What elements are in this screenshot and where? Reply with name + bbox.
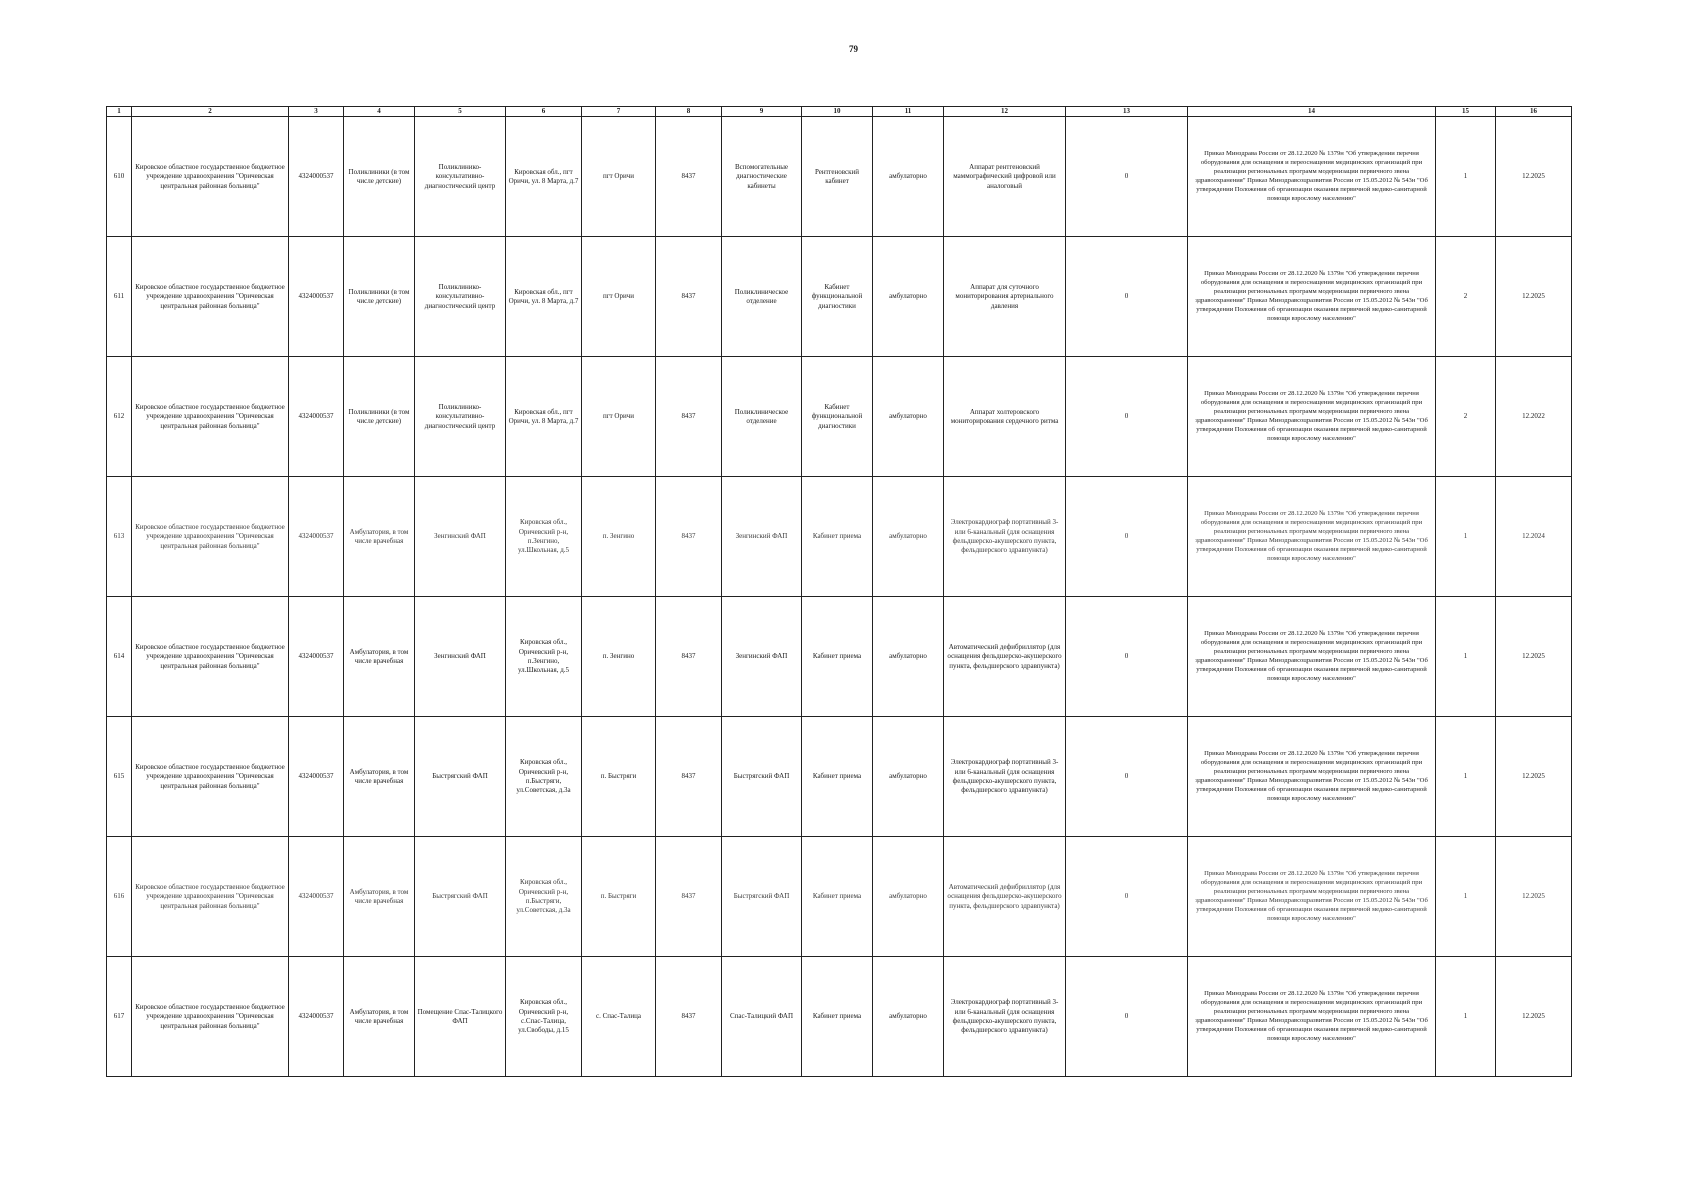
address: Кировская обл., Оричевский р-н, п.Зенгино, ул.Школьная, д.5 <box>506 597 582 717</box>
regulatory-basis: Приказ Минздрава России от 28.12.2020 № 1379н "Об утверждении перечня оборудования для оснащения и переоснащения медицинских организаций при реализации региональных программ модернизации первичного звена здравоохранения" Приказ Минздравсоцразвития России от 15.05.2012 № 543н "Об утверждении Положения об организации оказания первичной медико-санитарной помощи взрослому населению" <box>1188 717 1436 837</box>
care-condition: амбулаторно <box>873 357 944 477</box>
facility-name: Поликлинико-консультативно-диагностический центр <box>415 237 506 357</box>
required-count: 1 <box>1436 477 1496 597</box>
care-condition: амбулаторно <box>873 837 944 957</box>
department: Зенгинский ФАП <box>722 597 802 717</box>
facility-type: Поликлиники (в том числе детские) <box>344 237 415 357</box>
required-count: 1 <box>1436 957 1496 1077</box>
equipment-name: Автоматический дефибриллятор (для оснащения фельдшерско-акушерского пункта, фельдшерского здравпункта) <box>944 837 1066 957</box>
table-row <box>107 117 1572 237</box>
table-body <box>107 117 1572 1077</box>
available-count: 0 <box>1066 477 1188 597</box>
column-header: 12 <box>944 107 1066 117</box>
equipment-name: Автоматический дефибриллятор (для оснащения фельдшерско-акушерского пункта, фельдшерского здравпункта) <box>944 597 1066 717</box>
cabinet: Кабинет приема <box>802 837 873 957</box>
due-date: 12.2025 <box>1496 837 1572 957</box>
column-header: 3 <box>289 107 344 117</box>
inn: 4324000537 <box>289 717 344 837</box>
facility-name: Зенгинский ФАП <box>415 597 506 717</box>
cabinet: Рентгеновский кабинет <box>802 117 873 237</box>
code: 8437 <box>656 597 722 717</box>
inn: 4324000537 <box>289 477 344 597</box>
organization-name: Кировское областное государственное бюджетное учреждение здравоохранения "Оричевская центральная районная больница" <box>132 357 289 477</box>
regulatory-basis: Приказ Минздрава России от 28.12.2020 № 1379н "Об утверждении перечня оборудования для оснащения и переоснащения медицинских организаций при реализации региональных программ модернизации первичного звена здравоохранения" Приказ Минздравсоцразвития России от 15.05.2012 № 543н "Об утверждении Положения об организации оказания первичной медико-санитарной помощи взрослому населению" <box>1188 237 1436 357</box>
row-number: 616 <box>107 837 132 957</box>
code: 8437 <box>656 117 722 237</box>
required-count: 1 <box>1436 837 1496 957</box>
facility-type: Амбулатория, в том числе врачебная <box>344 597 415 717</box>
row-number: 613 <box>107 477 132 597</box>
inn: 4324000537 <box>289 957 344 1077</box>
settlement: пгт Оричи <box>582 117 656 237</box>
column-header: 7 <box>582 107 656 117</box>
facility-name: Зенгинский ФАП <box>415 477 506 597</box>
care-condition: амбулаторно <box>873 597 944 717</box>
facility-name: Поликлинико-консультативно-диагностический центр <box>415 117 506 237</box>
equipment-name: Электрокардиограф портативный 3- или 6-канальный (для оснащения фельдшерско-акушерского пункта, фельдшерского здравпункта) <box>944 957 1066 1077</box>
department: Зенгинский ФАП <box>722 477 802 597</box>
facility-name: Поликлинико-консультативно-диагностический центр <box>415 357 506 477</box>
department: Поликлиническое отделение <box>722 357 802 477</box>
equipment-name: Аппарат для суточного мониторирования артериального давления <box>944 237 1066 357</box>
required-count: 1 <box>1436 717 1496 837</box>
column-header: 8 <box>656 107 722 117</box>
equipment-name: Аппарат рентгеновский маммографический цифровой или аналоговый <box>944 117 1066 237</box>
table-row <box>107 717 1572 837</box>
header-row <box>107 107 1572 117</box>
inn: 4324000537 <box>289 597 344 717</box>
column-header: 6 <box>506 107 582 117</box>
table-row <box>107 957 1572 1077</box>
settlement: пгт Оричи <box>582 357 656 477</box>
column-header: 15 <box>1436 107 1496 117</box>
required-count: 1 <box>1436 117 1496 237</box>
settlement: п. Зенгино <box>582 597 656 717</box>
row-number: 610 <box>107 117 132 237</box>
inn: 4324000537 <box>289 117 344 237</box>
table-row <box>107 357 1572 477</box>
care-condition: амбулаторно <box>873 117 944 237</box>
code: 8437 <box>656 957 722 1077</box>
facility-name: Помещение Спас-Талицкого ФАП <box>415 957 506 1077</box>
row-number: 611 <box>107 237 132 357</box>
department: Быстрягский ФАП <box>722 837 802 957</box>
department: Вспомогательные диагностические кабинеты <box>722 117 802 237</box>
equipment-name: Электрокардиограф портативный 3- или 6-канальный (для оснащения фельдшерско-акушерского пункта, фельдшерского здравпункта) <box>944 717 1066 837</box>
due-date: 12.2025 <box>1496 717 1572 837</box>
facility-name: Быстрягский ФАП <box>415 717 506 837</box>
due-date: 12.2022 <box>1496 357 1572 477</box>
address: Кировская обл., пгт Оричи, ул. 8 Марта, д.7 <box>506 357 582 477</box>
cabinet: Кабинет функциональной диагностики <box>802 237 873 357</box>
row-number: 617 <box>107 957 132 1077</box>
department: Поликлиническое отделение <box>722 237 802 357</box>
table-row <box>107 237 1572 357</box>
code: 8437 <box>656 237 722 357</box>
organization-name: Кировское областное государственное бюджетное учреждение здравоохранения "Оричевская центральная районная больница" <box>132 237 289 357</box>
available-count: 0 <box>1066 717 1188 837</box>
settlement: пгт Оричи <box>582 237 656 357</box>
facility-type: Поликлиники (в том числе детские) <box>344 357 415 477</box>
organization-name: Кировское областное государственное бюджетное учреждение здравоохранения "Оричевская центральная районная больница" <box>132 717 289 837</box>
facility-type: Амбулатория, в том числе врачебная <box>344 957 415 1077</box>
facility-name: Быстрягский ФАП <box>415 837 506 957</box>
care-condition: амбулаторно <box>873 957 944 1077</box>
department: Спас-Талицкий ФАП <box>722 957 802 1077</box>
cabinet: Кабинет приема <box>802 717 873 837</box>
cabinet: Кабинет приема <box>802 597 873 717</box>
required-count: 2 <box>1436 237 1496 357</box>
facility-type: Амбулатория, в том числе врачебная <box>344 477 415 597</box>
due-date: 12.2025 <box>1496 117 1572 237</box>
organization-name: Кировское областное государственное бюджетное учреждение здравоохранения "Оричевская центральная районная больница" <box>132 477 289 597</box>
column-header: 1 <box>107 107 132 117</box>
organization-name: Кировское областное государственное бюджетное учреждение здравоохранения "Оричевская центральная районная больница" <box>132 957 289 1077</box>
department: Быстрягский ФАП <box>722 717 802 837</box>
settlement: с. Спас-Талица <box>582 957 656 1077</box>
address: Кировская обл., Оричевский р-н, п.Быстряги, ул.Советская, д.3а <box>506 837 582 957</box>
due-date: 12.2024 <box>1496 477 1572 597</box>
cabinet: Кабинет функциональной диагностики <box>802 357 873 477</box>
due-date: 12.2025 <box>1496 957 1572 1077</box>
due-date: 12.2025 <box>1496 597 1572 717</box>
cabinet: Кабинет приема <box>802 477 873 597</box>
organization-name: Кировское областное государственное бюджетное учреждение здравоохранения "Оричевская центральная районная больница" <box>132 117 289 237</box>
column-header: 4 <box>344 107 415 117</box>
available-count: 0 <box>1066 117 1188 237</box>
facility-type: Амбулатория, в том числе врачебная <box>344 837 415 957</box>
code: 8437 <box>656 717 722 837</box>
regulatory-basis: Приказ Минздрава России от 28.12.2020 № 1379н "Об утверждении перечня оборудования для оснащения и переоснащения медицинских организаций при реализации региональных программ модернизации первичного звена здравоохранения" Приказ Минздравсоцразвития России от 15.05.2012 № 543н "Об утверждении Положения об организации оказания первичной медико-санитарной помощи взрослому населению" <box>1188 117 1436 237</box>
code: 8437 <box>656 477 722 597</box>
facility-type: Поликлиники (в том числе детские) <box>344 117 415 237</box>
organization-name: Кировское областное государственное бюджетное учреждение здравоохранения "Оричевская центральная районная больница" <box>132 597 289 717</box>
care-condition: амбулаторно <box>873 477 944 597</box>
inn: 4324000537 <box>289 357 344 477</box>
settlement: п. Быстряги <box>582 837 656 957</box>
available-count: 0 <box>1066 357 1188 477</box>
address: Кировская обл., Оричевский р-н, с.Спас-Талица, ул.Свободы, д.15 <box>506 957 582 1077</box>
available-count: 0 <box>1066 957 1188 1077</box>
inn: 4324000537 <box>289 837 344 957</box>
code: 8437 <box>656 357 722 477</box>
column-header: 14 <box>1188 107 1436 117</box>
column-header: 16 <box>1496 107 1572 117</box>
available-count: 0 <box>1066 837 1188 957</box>
table-row <box>107 837 1572 957</box>
settlement: п. Зенгино <box>582 477 656 597</box>
cabinet: Кабинет приема <box>802 957 873 1077</box>
column-header: 5 <box>415 107 506 117</box>
row-number: 615 <box>107 717 132 837</box>
column-header: 13 <box>1066 107 1188 117</box>
organization-name: Кировское областное государственное бюджетное учреждение здравоохранения "Оричевская центральная районная больница" <box>132 837 289 957</box>
care-condition: амбулаторно <box>873 717 944 837</box>
column-header: 9 <box>722 107 802 117</box>
settlement: п. Быстряги <box>582 717 656 837</box>
code: 8437 <box>656 837 722 957</box>
page-number: 79 <box>849 44 858 54</box>
facility-type: Амбулатория, в том числе врачебная <box>344 717 415 837</box>
required-count: 2 <box>1436 357 1496 477</box>
due-date: 12.2025 <box>1496 237 1572 357</box>
row-number: 614 <box>107 597 132 717</box>
address: Кировская обл., пгт Оричи, ул. 8 Марта, д.7 <box>506 117 582 237</box>
address: Кировская обл., пгт Оричи, ул. 8 Марта, д.7 <box>506 237 582 357</box>
column-header: 11 <box>873 107 944 117</box>
inn: 4324000537 <box>289 237 344 357</box>
regulatory-basis: Приказ Минздрава России от 28.12.2020 № 1379н "Об утверждении перечня оборудования для оснащения и переоснащения медицинских организаций при реализации региональных программ модернизации первичного звена здравоохранения" Приказ Минздравсоцразвития России от 15.05.2012 № 543н "Об утверждении Положения об организации оказания первичной медико-санитарной помощи взрослому населению" <box>1188 357 1436 477</box>
table-row <box>107 477 1572 597</box>
address: Кировская обл., Оричевский р-н, п.Быстряги, ул.Советская, д.3а <box>506 717 582 837</box>
regulatory-basis: Приказ Минздрава России от 28.12.2020 № 1379н "Об утверждении перечня оборудования для оснащения и переоснащения медицинских организаций при реализации региональных программ модернизации первичного звена здравоохранения" Приказ Минздравсоцразвития России от 15.05.2012 № 543н "Об утверждении Положения об организации оказания первичной медико-санитарной помощи взрослому населению" <box>1188 957 1436 1077</box>
column-header: 10 <box>802 107 873 117</box>
address: Кировская обл., Оричевский р-н, п.Зенгино, ул.Школьная, д.5 <box>506 477 582 597</box>
equipment-table <box>106 106 1572 1077</box>
equipment-name: Аппарат холтеровского мониторирования сердечного ритма <box>944 357 1066 477</box>
column-header: 2 <box>132 107 289 117</box>
regulatory-basis: Приказ Минздрава России от 28.12.2020 № 1379н "Об утверждении перечня оборудования для оснащения и переоснащения медицинских организаций при реализации региональных программ модернизации первичного звена здравоохранения" Приказ Минздравсоцразвития России от 15.05.2012 № 543н "Об утверждении Положения об организации оказания первичной медико-санитарной помощи взрослому населению" <box>1188 597 1436 717</box>
table-row <box>107 597 1572 717</box>
care-condition: амбулаторно <box>873 237 944 357</box>
available-count: 0 <box>1066 237 1188 357</box>
required-count: 1 <box>1436 597 1496 717</box>
equipment-name: Электрокардиограф портативный 3- или 6-канальный (для оснащения фельдшерско-акушерского пункта, фельдшерского здравпункта) <box>944 477 1066 597</box>
regulatory-basis: Приказ Минздрава России от 28.12.2020 № 1379н "Об утверждении перечня оборудования для оснащения и переоснащения медицинских организаций при реализации региональных программ модернизации первичного звена здравоохранения" Приказ Минздравсоцразвития России от 15.05.2012 № 543н "Об утверждении Положения об организации оказания первичной медико-санитарной помощи взрослому населению" <box>1188 477 1436 597</box>
available-count: 0 <box>1066 597 1188 717</box>
row-number: 612 <box>107 357 132 477</box>
regulatory-basis: Приказ Минздрава России от 28.12.2020 № 1379н "Об утверждении перечня оборудования для оснащения и переоснащения медицинских организаций при реализации региональных программ модернизации первичного звена здравоохранения" Приказ Минздравсоцразвития России от 15.05.2012 № 543н "Об утверждении Положения об организации оказания первичной медико-санитарной помощи взрослому населению" <box>1188 837 1436 957</box>
